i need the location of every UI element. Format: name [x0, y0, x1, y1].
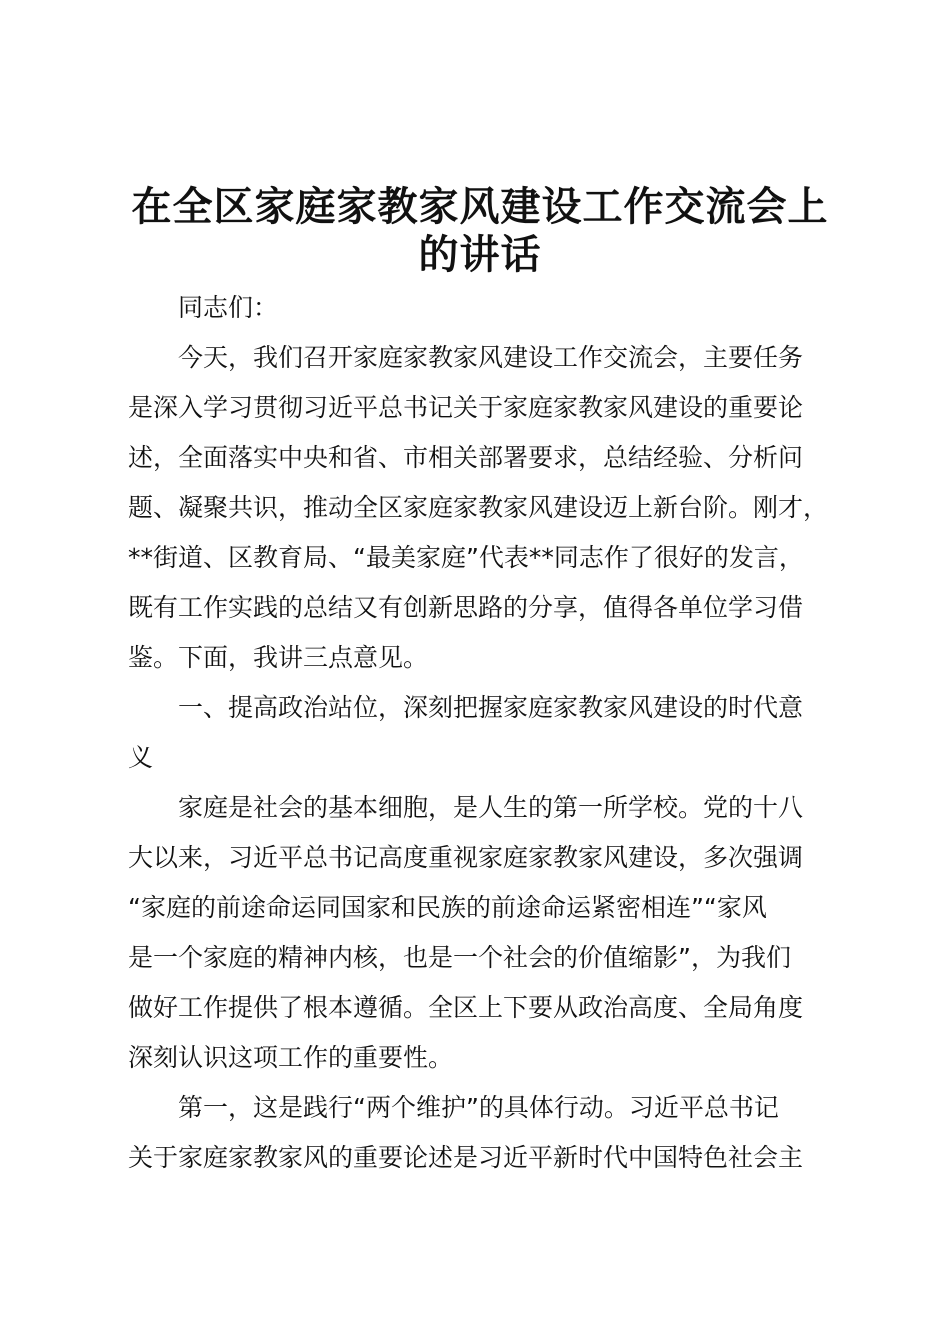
paragraph-1-line-6: 既有工作实践的总结又有创新思路的分享，值得各单位学习借: [128, 593, 804, 622]
title-line-1: 在全区家庭家教家风建设工作交流会上: [131, 184, 829, 230]
section-heading-1-line-1: 一、提高政治站位，深刻把握家庭家教家风建设的时代意: [178, 693, 804, 722]
section-heading-1-line-2: 义: [128, 743, 154, 772]
salutation: 同志们：: [178, 293, 279, 322]
paragraph-1-line-1: 今天，我们召开家庭家教家风建设工作交流会，主要任务: [178, 343, 804, 372]
document-body: [128, 283, 848, 1183]
paragraph-3-line-1: 第一，这是践行“两个维护”的具体行动。习近平总书记: [178, 1093, 779, 1122]
paragraph-2-line-6: 深刻认识这项工作的重要性。: [128, 1043, 454, 1072]
paragraph-3-line-2: 关于家庭家教家风的重要论述是习近平新时代中国特色社会主: [128, 1143, 804, 1172]
paragraph-1-line-3: 述，全面落实中央和省、市相关部署要求，总结经验、分析问: [128, 443, 804, 472]
paragraph-1-line-7: 鉴。下面，我讲三点意见。: [128, 643, 429, 672]
paragraph-2-line-3: “家庭的前途命运同国家和民族的前途命运紧密相连”“家风: [128, 893, 767, 922]
paragraph-2-line-1: 家庭是社会的基本细胞，是人生的第一所学校。党的十八: [178, 793, 804, 822]
paragraph-2-line-5: 做好工作提供了根本遵循。全区上下要从政治高度、全局角度: [128, 993, 804, 1022]
title-line-2: 的讲话: [418, 232, 542, 278]
paragraph-2-line-2: 大以来，习近平总书记高度重视家庭家教家风建设，多次强调: [128, 843, 804, 872]
paragraph-1-line-2: 是深入学习贯彻习近平总书记关于家庭家教家风建设的重要论: [128, 393, 804, 422]
paragraph-2-line-4: 是一个家庭的精神内核，也是一个社会的价值缩影”，为我们: [128, 943, 791, 972]
paragraph-1-line-4: 题、凝聚共识，推动全区家庭家教家风建设迈上新台阶。刚才，: [128, 493, 829, 522]
paragraph-1-line-5: **街道、区教育局、“最美家庭”代表**同志作了很好的发言，: [128, 543, 804, 572]
document-title: [100, 183, 860, 279]
